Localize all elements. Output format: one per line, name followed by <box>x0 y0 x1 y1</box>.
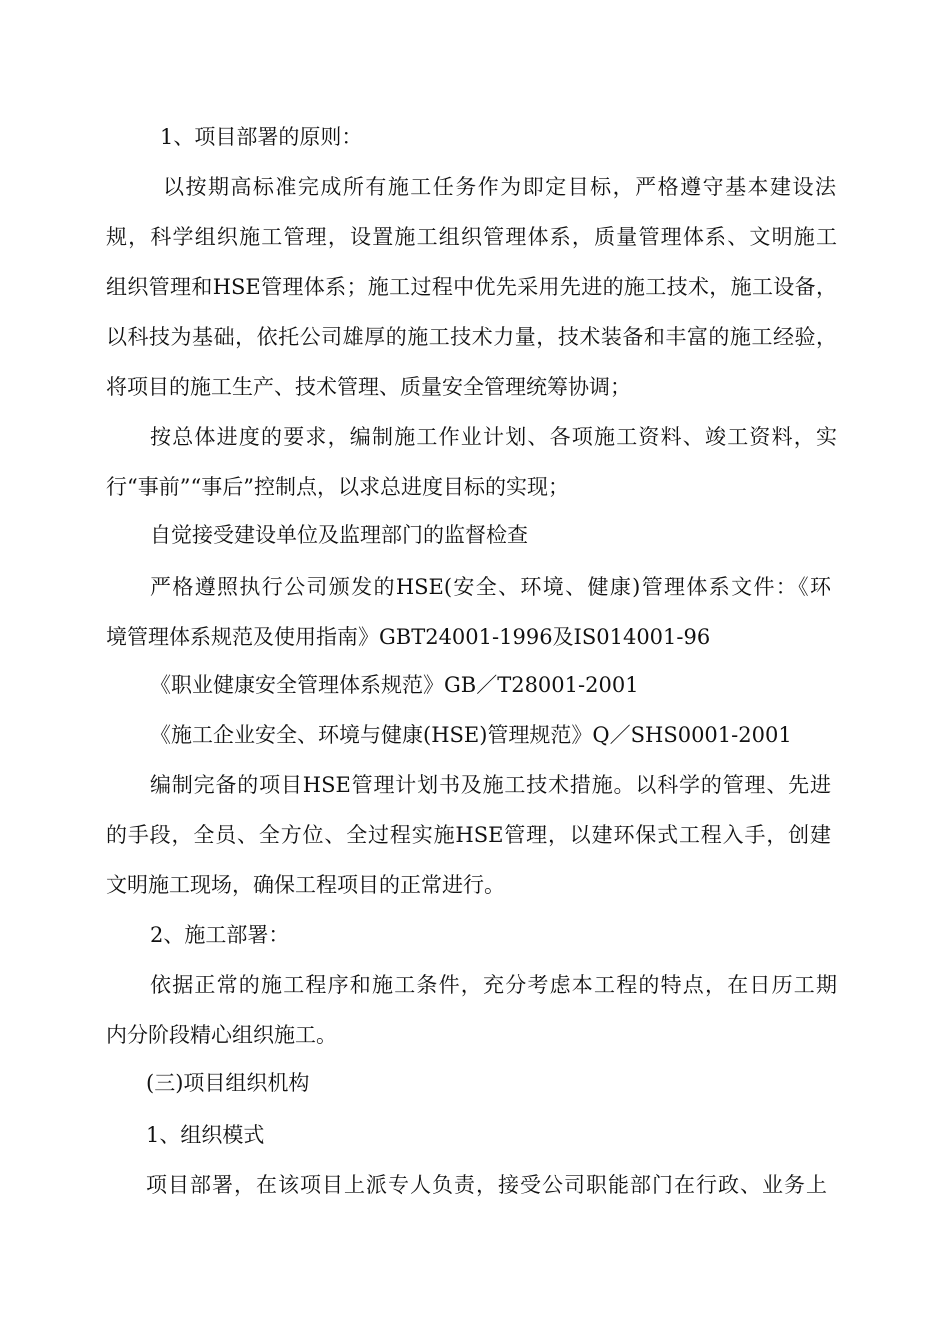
paragraph-line: 项目部署，在该项目上派专人负责，接受公司职能部门在行政、业务上 <box>146 1173 827 1197</box>
paragraph-line: 的手段，全员、全方位、全过程实施HSE管理，以建环保式工程入手，创建 <box>106 823 831 847</box>
paragraph-line: 文明施工现场，确保工程项目的正常进行。 <box>106 873 505 897</box>
heading-project-organization: (三)项目组织机构 <box>146 1071 310 1095</box>
paragraph-line: 将项目的施工生产、技术管理、质量安全管理统筹协调； <box>106 375 631 399</box>
paragraph-line: 《施工企业安全、环境与健康(HSE)管理规范》Q／SHS0001-2001 <box>150 723 792 747</box>
heading-project-deployment-principles: 1、项目部署的原则： <box>160 125 363 149</box>
paragraph-line: 境管理体系规范及使用指南》GBT24001-1996及IS014001-96 <box>106 625 711 649</box>
paragraph-line: 以科技为基础，依托公司雄厚的施工技术力量，技术装备和丰富的施工经验， <box>106 325 837 349</box>
paragraph-line: 行“事前”“事后”控制点，以求总进度目标的实现； <box>106 475 569 499</box>
paragraph-line: 规，科学组织施工管理，设置施工组织管理体系，质量管理体系、文明施工 <box>106 225 837 249</box>
paragraph-line: 《职业健康安全管理体系规范》GB／T28001-2001 <box>150 673 639 697</box>
heading-organization-mode: 1、组织模式 <box>146 1123 265 1147</box>
paragraph-line: 自觉接受建设单位及监理部门的监督检查 <box>150 523 528 547</box>
paragraph-line: 按总体进度的要求，编制施工作业计划、各项施工资料、竣工资料，实 <box>150 425 837 449</box>
paragraph-line: 严格遵照执行公司颁发的HSE(安全、环境、健康)管理体系文件：《环 <box>150 575 831 599</box>
paragraph-line: 依据正常的施工程序和施工条件，充分考虑本工程的特点，在日历工期 <box>150 973 837 997</box>
paragraph-line: 以按期高标准完成所有施工任务作为即定目标，严格遵守基本建设法 <box>163 175 836 199</box>
paragraph-line: 内分阶段精心组织施工。 <box>106 1023 337 1047</box>
paragraph-line: 组织管理和HSE管理体系；施工过程中优先采用先进的施工技术，施工设备， <box>106 275 837 299</box>
heading-construction-deployment: 2、施工部署： <box>150 923 290 947</box>
paragraph-line: 编制完备的项目HSE管理计划书及施工技术措施。以科学的管理、先进 <box>150 773 831 797</box>
